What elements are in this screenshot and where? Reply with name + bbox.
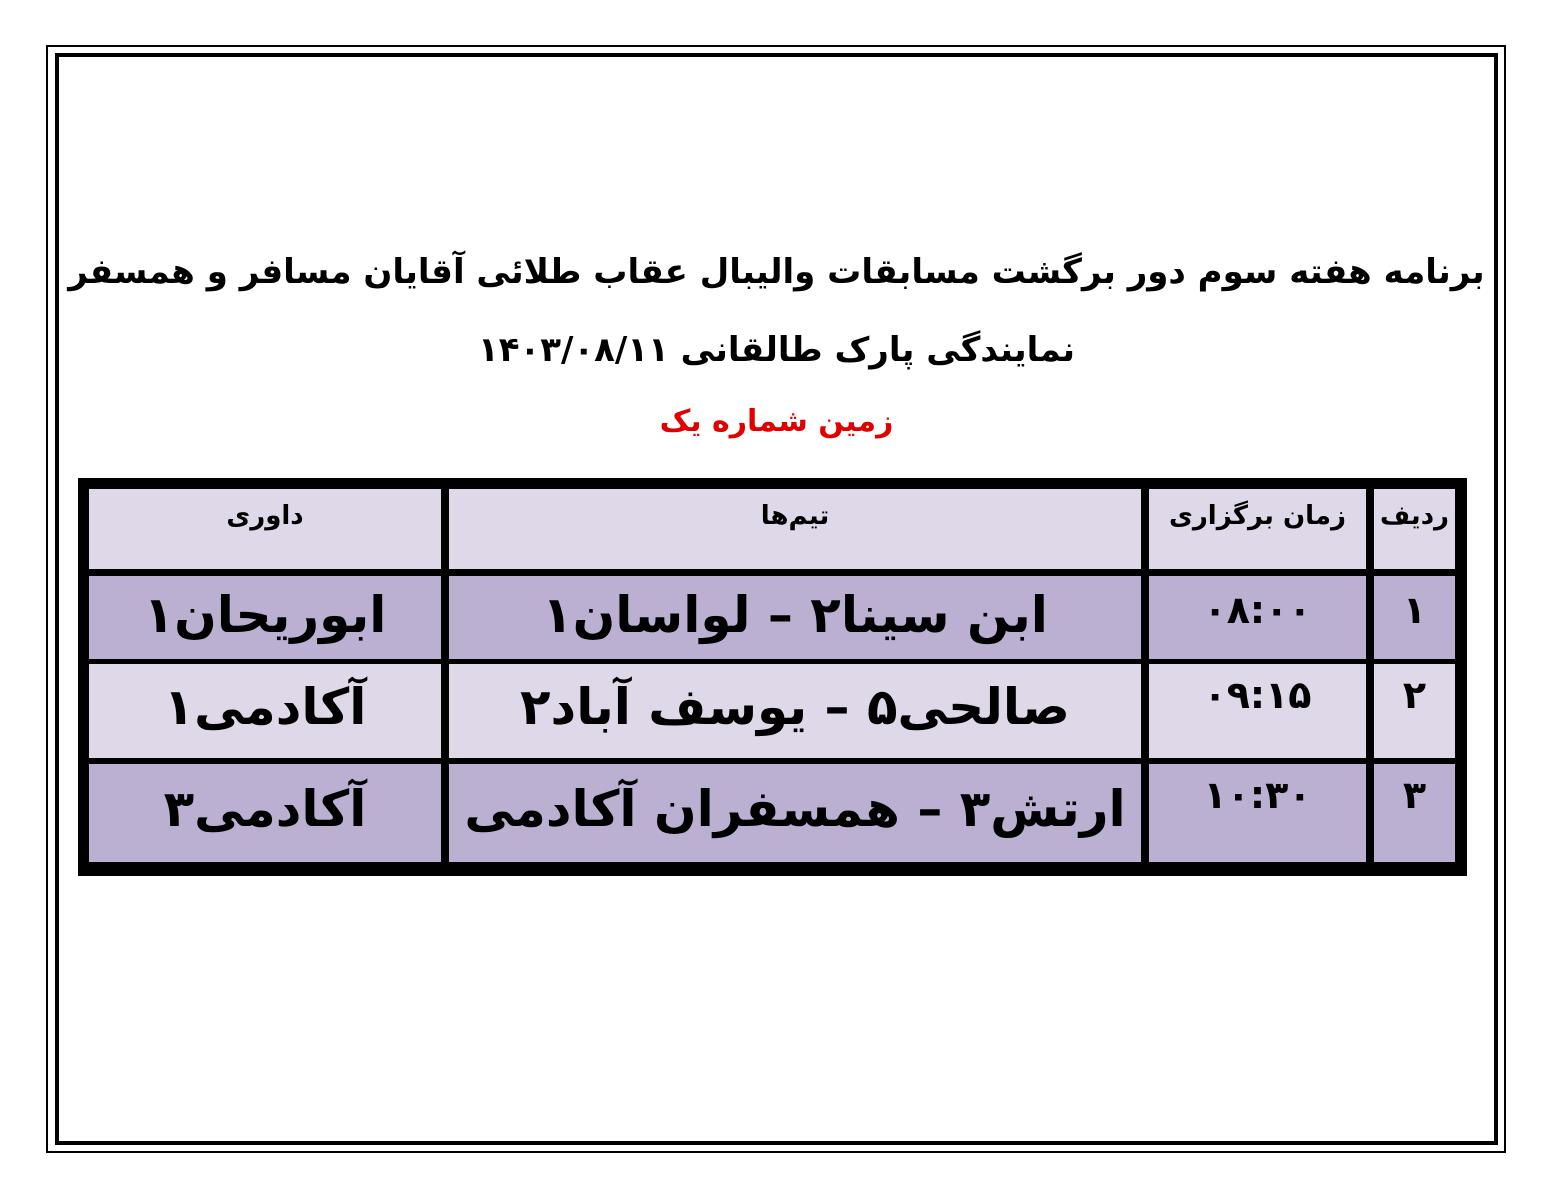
row-2-number: ۲ [1374,664,1455,758]
row-3-referee: آکادمی۳ [89,764,441,862]
document-subtitle-date: نمایندگی پارک طالقانی ۱۴۰۳/۰۸/۱۱ [477,330,1076,370]
header-teams: تیم‌ها [449,489,1141,569]
header-time: زمان برگزاری [1149,489,1366,569]
row-2-time: ۰۹:۱۵ [1149,664,1366,758]
row-1-teams: ابن سینا۲ – لواسان۱ [449,576,1141,659]
schedule-table [78,478,1467,876]
row-3-teams: ارتش۳ – همسفران آکادمی [449,764,1141,862]
row-2-referee: آکادمی۱ [89,664,441,758]
document-title: برنامه هفته سوم دور برگشت مسابقات والیبال عقاب طلائی آقایان مسافر و همسفر [68,252,1485,292]
row-3-time: ۱۰:۳۰ [1149,764,1366,862]
header-referee: داوری [89,489,441,569]
row-3-number: ۳ [1374,764,1455,862]
row-1-time: ۰۸:۰۰ [1149,576,1366,659]
row-2-teams: صالحی۵ – یوسف آباد۲ [449,664,1141,758]
header-row-number: ردیف [1374,489,1455,569]
court-label: زمین شماره یک [659,404,894,439]
row-1-referee: ابوریحان۱ [89,576,441,659]
row-1-number: ۱ [1374,576,1455,659]
